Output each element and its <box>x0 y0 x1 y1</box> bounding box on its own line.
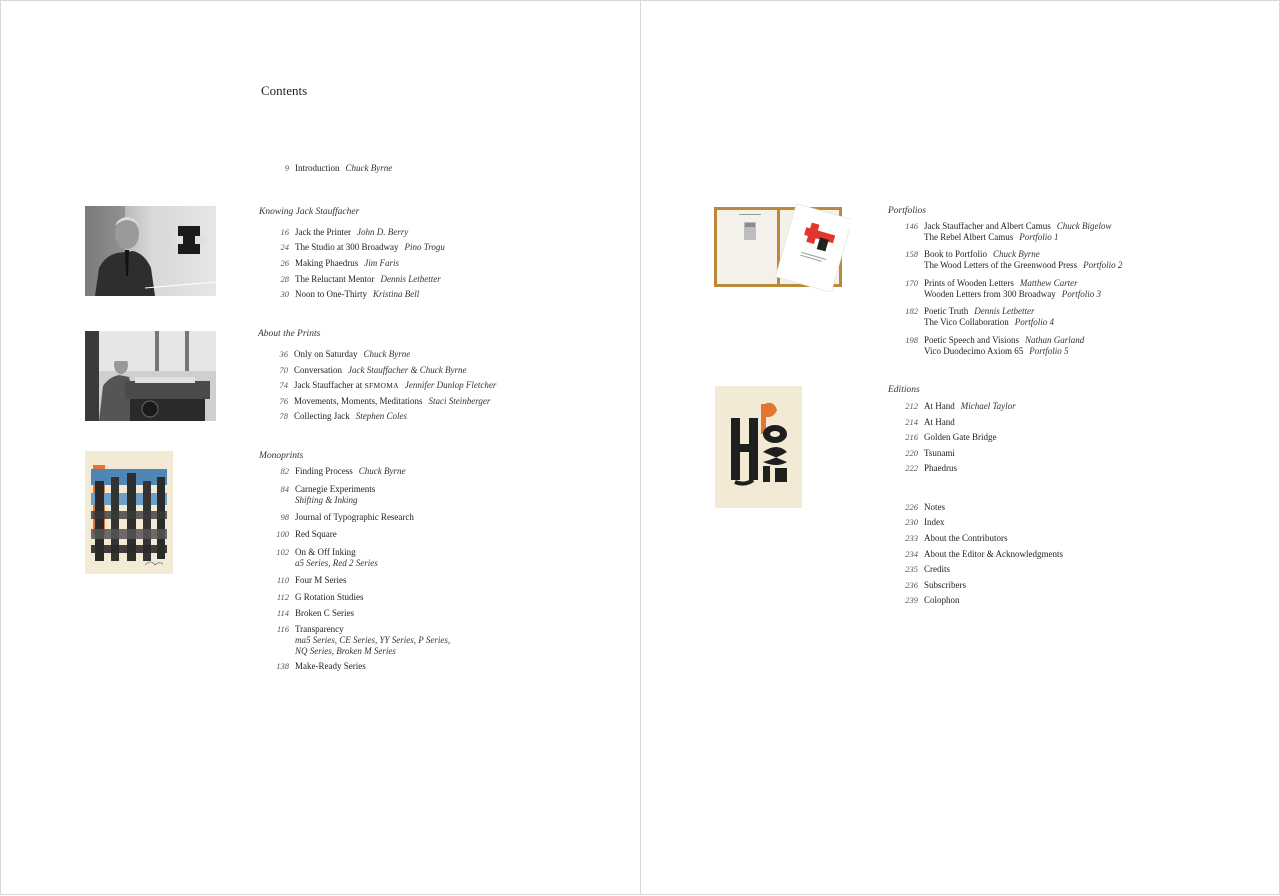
entry-author: John D. Berry <box>356 227 409 237</box>
page-number: 212 <box>905 401 918 411</box>
page-number: 226 <box>905 502 918 512</box>
entry-title: Jack Stauffacher and Albert Camus <box>924 221 1051 231</box>
entry-title: On & Off Inking <box>295 547 356 557</box>
entry-portfolio-title: Vico Duodecimo Axiom 65 <box>924 346 1024 356</box>
entry-title: Golden Gate Bridge <box>924 432 997 442</box>
page-title: Contents <box>261 83 308 98</box>
entry-author: Staci Steinberger <box>428 396 491 406</box>
entry-title: Only on Saturday <box>294 349 358 359</box>
entry-title: Transparency <box>295 624 344 634</box>
entry-title: About the Contributors <box>924 533 1008 543</box>
section-heading-editions: Editions <box>888 385 920 395</box>
page-number: 28 <box>280 274 289 284</box>
entry-author: Jennifer Dunlop Fletcher <box>404 380 497 390</box>
entry-subtitle: a5 Series, Red 2 Series <box>295 558 378 568</box>
entry-portfolio-title: The Rebel Albert Camus <box>924 232 1014 242</box>
entry-title: Noon to One-Thirty <box>295 289 367 299</box>
entry-author: Jim Faris <box>364 258 399 268</box>
entry-title: Movements, Moments, Meditations <box>294 396 423 406</box>
page-number: 182 <box>905 306 918 316</box>
entry-subtitle: NQ Series, Broken M Series <box>295 646 396 656</box>
page-number: 16 <box>280 227 289 237</box>
entry-title: Finding Process <box>295 466 353 476</box>
page-number: 74 <box>279 380 288 390</box>
entry-author: Chuck Byrne <box>358 466 406 476</box>
page-number: 84 <box>280 484 289 494</box>
entry-title: Carnegie Experiments <box>295 484 376 494</box>
entry-author: Michael Taylor <box>960 401 1016 411</box>
entry-author: Jack Stauffacher & Chuck Byrne <box>348 365 467 375</box>
page-number: 220 <box>905 448 918 458</box>
entry-title: Tsunami <box>924 448 955 458</box>
entry-title: Broken C Series <box>295 608 354 618</box>
page-number: 82 <box>280 466 289 476</box>
entry-title: Make-Ready Series <box>295 661 366 671</box>
entry-title: G Rotation Studies <box>295 592 364 602</box>
phaedrus-print-image <box>715 386 802 508</box>
page-number: 26 <box>280 258 289 268</box>
entry-title: Introduction <box>295 163 340 173</box>
entry-portfolio-number: Portfolio 3 <box>1061 289 1102 299</box>
entry-author: Chuck Byrne <box>993 249 1040 259</box>
page-number: 9 <box>284 163 289 173</box>
monoprint-image <box>85 451 173 574</box>
page-number: 222 <box>905 463 918 473</box>
entry-author: Dennis Letbetter <box>974 306 1035 316</box>
entry-author: Nathan Garland <box>1025 335 1085 345</box>
entry-title: At Hand <box>924 417 955 427</box>
entry-title: Making Phaedrus <box>295 258 359 268</box>
page-number: 76 <box>279 396 288 406</box>
page-number: 236 <box>905 580 918 590</box>
entry-title: At Hand <box>924 401 955 411</box>
page-number: 234 <box>905 549 918 559</box>
page-number: 239 <box>905 595 918 605</box>
entry-author: Dennis Letbetter <box>380 274 441 284</box>
page-number: 100 <box>276 529 289 539</box>
entry-title: Jack Stauffacher at SFMOMA <box>294 380 399 390</box>
entry-portfolio-number: Portfolio 5 <box>1029 346 1069 356</box>
page-number: 30 <box>280 289 289 299</box>
entry-portfolio-title: The Vico Collaboration <box>924 317 1009 327</box>
page-number: 70 <box>279 365 288 375</box>
page-number: 233 <box>905 533 918 543</box>
section-heading-monoprints: Monoprints <box>259 451 304 461</box>
page-number: 138 <box>276 661 289 671</box>
entry-title: The Reluctant Mentor <box>295 274 375 284</box>
entry-title: Subscribers <box>924 580 966 590</box>
entry-title: Credits <box>924 564 950 574</box>
entry-title: Red Square <box>295 529 337 539</box>
section-heading-prints: About the Prints <box>258 329 321 339</box>
entry-title: Phaedrus <box>924 463 957 473</box>
entry-title: Notes <box>924 502 945 512</box>
entry-title: Conversation <box>294 365 342 375</box>
section-heading-portfolios: Portfolios <box>888 206 927 216</box>
page-number: 214 <box>905 417 918 427</box>
entry-subtitle: ma5 Series, CE Series, YY Series, P Series, <box>295 635 451 645</box>
page-number: 24 <box>280 242 289 252</box>
entry-author: Chuck Byrne <box>363 349 411 359</box>
entry-portfolio-number: Portfolio 4 <box>1014 317 1055 327</box>
entry-author: Chuck Bigelow <box>1056 221 1112 231</box>
page-number: 112 <box>276 592 289 602</box>
entry-title: Colophon <box>924 595 960 605</box>
page-number: 158 <box>905 249 918 259</box>
page-number: 110 <box>276 575 289 585</box>
entry-title: Poetic Truth <box>924 306 969 316</box>
entry-author: Matthew Carter <box>1019 278 1078 288</box>
entry-subtitle: Shifting & Inking <box>295 495 358 505</box>
entry-portfolio-title: The Wood Letters of the Greenwood Press <box>924 260 1078 270</box>
entry-author: Kristina Bell <box>373 289 420 299</box>
page-number: 102 <box>276 547 289 557</box>
entry-title: Poetic Speech and Visions <box>924 335 1020 345</box>
page-number: 98 <box>280 512 289 522</box>
page-number: 230 <box>905 517 918 527</box>
entry-portfolio-title: Wooden Letters from 300 Broadway <box>924 289 1056 299</box>
page-number: 216 <box>905 432 918 442</box>
entry-portfolio-number: Portfolio 1 <box>1019 232 1059 242</box>
page-number: 116 <box>276 624 289 634</box>
entry-title: The Studio at 300 Broadway <box>295 242 399 252</box>
page-number: 198 <box>905 335 918 345</box>
page-number: 235 <box>905 564 918 574</box>
entry-portfolio-number: Portfolio 2 <box>1083 260 1123 270</box>
entry-title: Four M Series <box>295 575 347 585</box>
press-photo <box>85 331 216 421</box>
entry-title: Journal of Typographic Research <box>295 512 414 522</box>
entry-title: Book to Portfolio <box>924 249 988 259</box>
entry-title: Collecting Jack <box>294 411 350 421</box>
page-number: 114 <box>276 608 289 618</box>
page-number: 146 <box>905 221 918 231</box>
page-number: 36 <box>279 349 288 359</box>
page-number: 170 <box>905 278 918 288</box>
page-number: 78 <box>279 411 288 421</box>
entry-author: Pino Trogu <box>404 242 445 252</box>
entry-author: Chuck Byrne <box>345 163 393 173</box>
entry-title: Jack the Printer <box>295 227 351 237</box>
section-heading-knowing: Knowing Jack Stauffacher <box>259 207 360 217</box>
portfolio-image <box>714 200 850 292</box>
entry-title: About the Editor & Acknowledgments <box>924 549 1063 559</box>
entry-title: Prints of Wooden Letters <box>924 278 1014 288</box>
entry-author: Stephen Coles <box>355 411 407 421</box>
jack-portrait-photo <box>85 206 216 296</box>
entry-title: Index <box>924 517 945 527</box>
